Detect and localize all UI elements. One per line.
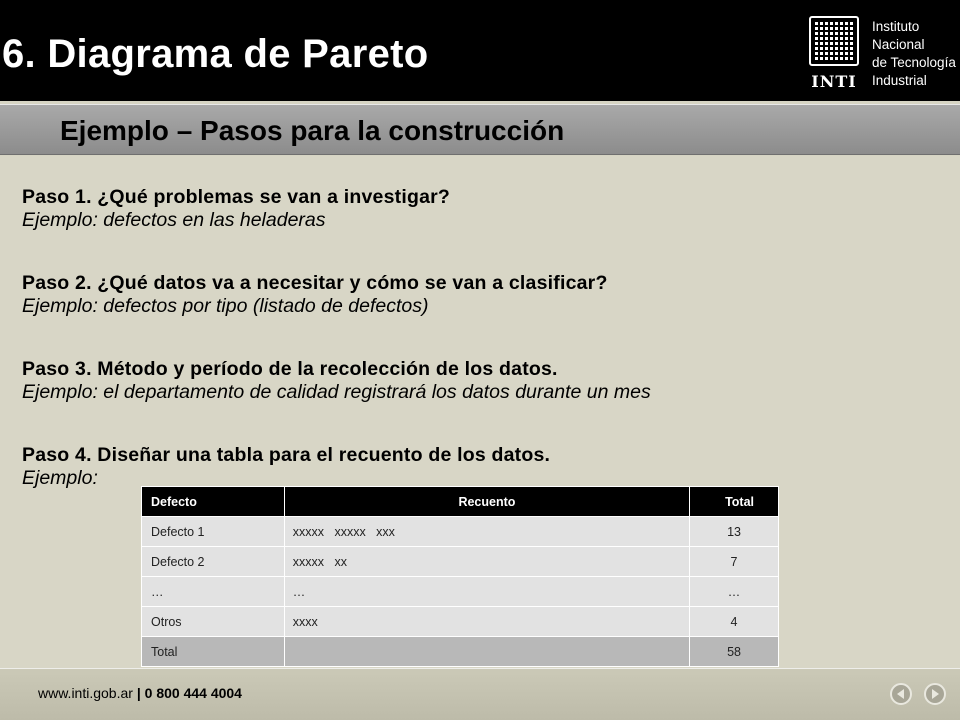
logo-dot (820, 57, 823, 60)
logo-grid-icon (809, 16, 859, 66)
logo-dot (850, 52, 853, 55)
logo-dot (845, 22, 848, 25)
slide-footer (0, 668, 960, 720)
logo-dot (845, 52, 848, 55)
logo-dot (840, 37, 843, 40)
step-3 (22, 358, 651, 404)
cell-defecto: … (142, 577, 285, 607)
step-4 (22, 444, 550, 490)
logo-dot (835, 27, 838, 30)
logo-dot (835, 42, 838, 45)
logo-dot (830, 37, 833, 40)
logo-dot (825, 47, 828, 50)
slide-header (0, 0, 960, 101)
logo-dot (825, 27, 828, 30)
logo-dot (815, 47, 818, 50)
logo-line: de Tecnología (872, 55, 956, 70)
logo-line: Instituto (872, 19, 920, 34)
logo-dot (815, 52, 818, 55)
footer-phone: 0 800 444 4004 (144, 685, 242, 701)
logo-dot (830, 52, 833, 55)
logo-dot (850, 22, 853, 25)
logo-dot (835, 22, 838, 25)
logo-dot (825, 22, 828, 25)
footer-contact (38, 685, 242, 701)
step-heading: Paso 1. ¿Qué problemas se van a investigar? (22, 186, 451, 208)
logo-dot (850, 32, 853, 35)
logo-dot (835, 47, 838, 50)
step-2 (22, 272, 608, 318)
logo-dot (845, 27, 848, 30)
next-arrow-icon (929, 688, 941, 700)
cell-recuento: xxxxx xxxxx xxx (284, 517, 689, 547)
logo-dot (815, 27, 818, 30)
cell-defecto: Defecto 1 (142, 517, 285, 547)
slide-content (0, 156, 960, 668)
cell-total-label: Total (142, 637, 285, 667)
logo-dot (845, 57, 848, 60)
logo-dot (825, 57, 828, 60)
step-heading: Paso 3. Método y período de la recolección de los datos. (22, 358, 558, 380)
logo-brand: INTI (811, 72, 857, 91)
logo-dot (820, 22, 823, 25)
section-banner (0, 104, 960, 155)
logo-dot (820, 27, 823, 30)
step-example: Ejemplo: defectos por tipo (listado de defectos) (22, 295, 429, 317)
logo-dot (815, 42, 818, 45)
col-header-total: Total (690, 487, 779, 517)
logo-text (872, 18, 956, 90)
logo-dot (830, 22, 833, 25)
logo-dot (830, 42, 833, 45)
step-example: Ejemplo: el departamento de calidad registrará los datos durante un mes (22, 381, 651, 403)
slide-title: 6. Diagrama de Pareto (2, 32, 429, 76)
logo-dot (840, 27, 843, 30)
logo-dot (820, 32, 823, 35)
step-heading: Paso 4. Diseñar una tabla para el recuento de los datos. (22, 444, 551, 466)
defects-table (141, 486, 779, 667)
logo-dot (825, 42, 828, 45)
cell-total: … (690, 577, 779, 607)
step-example: Ejemplo: (22, 467, 98, 489)
table-header-row (142, 487, 779, 517)
table-row (142, 517, 779, 547)
logo-dot (845, 42, 848, 45)
table-row (142, 577, 779, 607)
logo-dot (820, 52, 823, 55)
step-example: Ejemplo: defectos en las heladeras (22, 209, 326, 231)
step-heading: Paso 2. ¿Qué datos va a necesitar y cómo se van a clasificar? (22, 272, 608, 294)
logo-dot (840, 47, 843, 50)
logo-dot (845, 37, 848, 40)
cell-recuento: … (284, 577, 689, 607)
table-row (142, 607, 779, 637)
table-total-row (142, 637, 779, 667)
inti-logo (806, 14, 956, 94)
logo-dot (815, 32, 818, 35)
cell-total: 7 (690, 547, 779, 577)
logo-dot (815, 57, 818, 60)
cell-total-empty (284, 637, 689, 667)
logo-dot (815, 37, 818, 40)
cell-total: 13 (690, 517, 779, 547)
logo-dot (850, 37, 853, 40)
logo-dot (815, 22, 818, 25)
logo-dot (840, 52, 843, 55)
table-row (142, 547, 779, 577)
step-1 (22, 186, 450, 232)
logo-dot (830, 32, 833, 35)
logo-line: Industrial (872, 73, 927, 88)
logo-dot (825, 52, 828, 55)
logo-dot (840, 42, 843, 45)
logo-dot (820, 47, 823, 50)
logo-dot (840, 22, 843, 25)
logo-dot (830, 47, 833, 50)
logo-dot (835, 32, 838, 35)
logo-dot (825, 32, 828, 35)
cell-total: 4 (690, 607, 779, 637)
prev-slide-button[interactable] (890, 683, 912, 705)
logo-dot (850, 42, 853, 45)
logo-dot (845, 47, 848, 50)
logo-dot (850, 27, 853, 30)
logo-dot (835, 37, 838, 40)
cell-defecto: Otros (142, 607, 285, 637)
next-slide-button[interactable] (924, 683, 946, 705)
logo-dot (830, 27, 833, 30)
footer-separator: | (132, 685, 145, 701)
cell-recuento: xxxxx xx (284, 547, 689, 577)
logo-dot (845, 32, 848, 35)
logo-dot (825, 37, 828, 40)
logo-dot (830, 57, 833, 60)
col-header-recuento: Recuento (284, 487, 689, 517)
section-title: Ejemplo – Pasos para la construcción (60, 115, 565, 146)
col-header-defecto: Defecto (142, 487, 285, 517)
logo-dot (835, 57, 838, 60)
logo-line: Nacional (872, 37, 925, 52)
cell-defecto: Defecto 2 (142, 547, 285, 577)
cell-recuento: xxxx (284, 607, 689, 637)
logo-dot (840, 57, 843, 60)
logo-dot (820, 42, 823, 45)
logo-dot (820, 37, 823, 40)
logo-dot (835, 52, 838, 55)
logo-dot (850, 47, 853, 50)
cell-total-value: 58 (690, 637, 779, 667)
logo-dot (850, 57, 853, 60)
logo-dot (840, 32, 843, 35)
prev-arrow-icon (895, 688, 907, 700)
footer-url[interactable]: www.inti.gob.ar (38, 685, 133, 701)
